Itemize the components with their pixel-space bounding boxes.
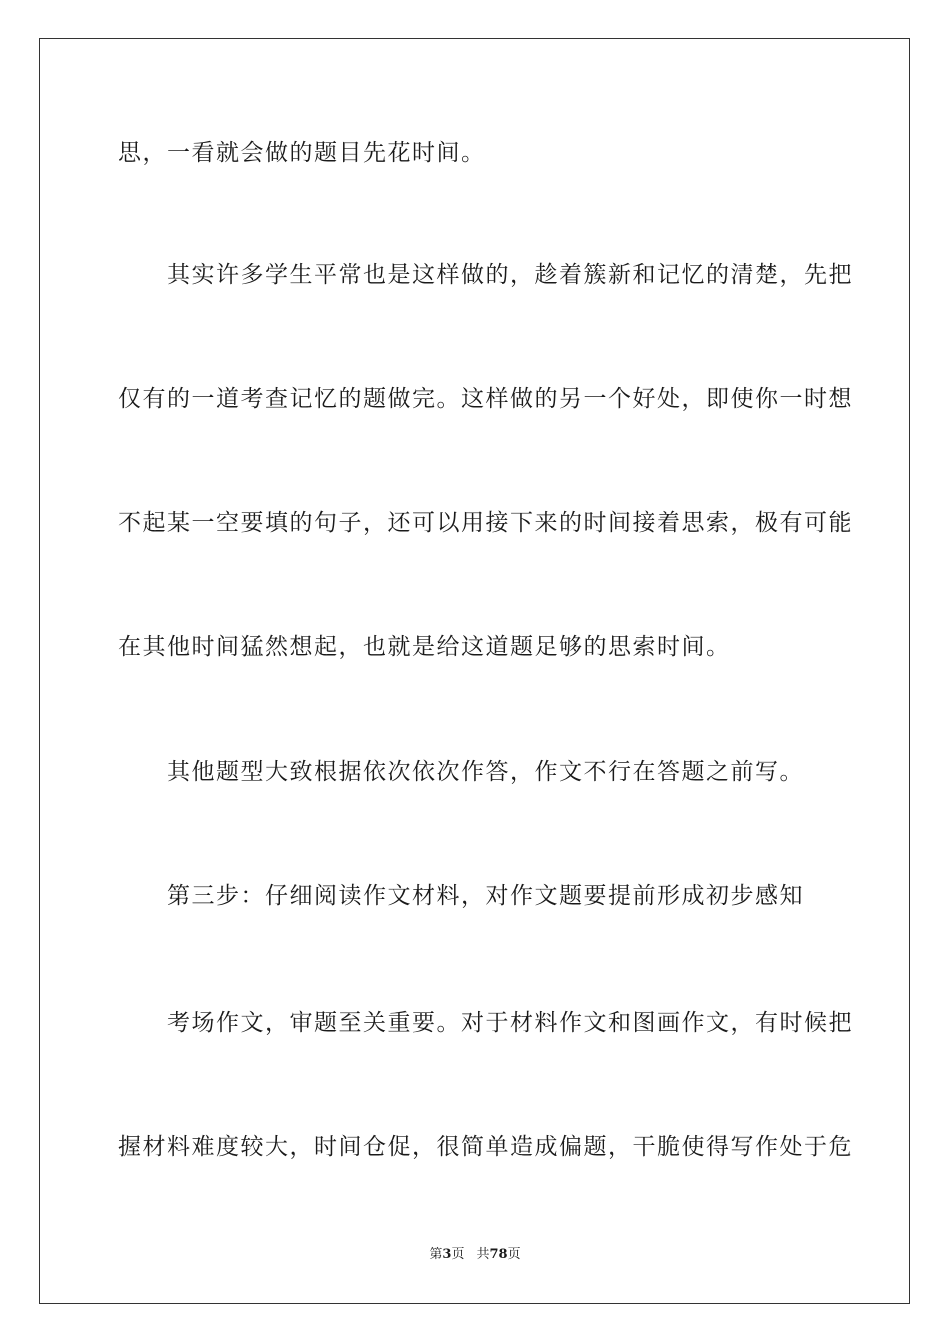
body-line-1: 思，一看就会做的题目先花时间。 — [118, 140, 486, 166]
page-number: 3 — [442, 1247, 452, 1262]
page-footer — [0, 1246, 950, 1264]
total-suffix: 页 — [507, 1247, 521, 1262]
body-line-5: 在其他时间猛然想起，也就是给这道题足够的思索时间。 — [118, 634, 731, 660]
body-line-7: 第三步：仔细阅读作文材料，对作文题要提前形成初步感知 — [118, 883, 804, 909]
total-pages: 78 — [489, 1247, 508, 1262]
total-prefix: 共 — [476, 1247, 490, 1262]
page-border — [39, 38, 910, 1304]
body-line-4: 不起某一空要填的句子，还可以用接下来的时间接着思索，极有可能 — [118, 510, 853, 536]
body-line-6: 其他题型大致根据依次依次作答，作文不行在答题之前写。 — [118, 759, 804, 785]
body-line-3: 仅有的一道考查记忆的题做完。这样做的另一个好处，即使你一时想 — [118, 386, 853, 412]
page-suffix: 页 — [451, 1247, 465, 1262]
page-prefix: 第 — [429, 1247, 443, 1262]
body-line-2: 其实许多学生平常也是这样做的，趁着簇新和记忆的清楚，先把 — [118, 262, 853, 288]
body-line-9: 握材料难度较大，时间仓促，很简单造成偏题，干脆使得写作处于危 — [118, 1134, 853, 1160]
body-line-8: 考场作文，审题至关重要。对于材料作文和图画作文，有时候把 — [118, 1010, 853, 1036]
